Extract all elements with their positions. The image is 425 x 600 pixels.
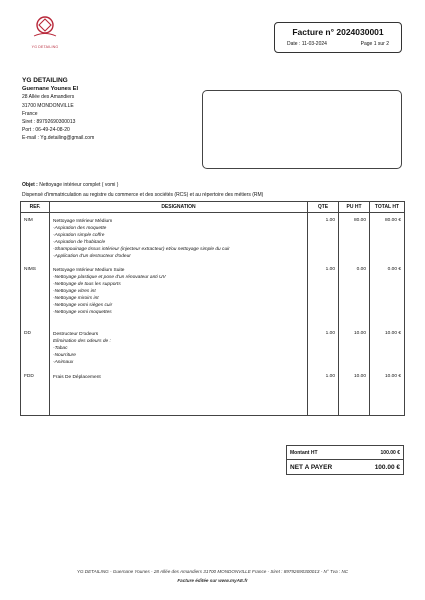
row-detail: -Shampouinage tissus intérieur (injecteur extracteur) et/ou nettoyage simple du cuir (53, 247, 230, 253)
row-ref: NIM (21, 213, 50, 262)
row-detail: -Nettoyage miroirs int (53, 295, 99, 301)
row-unit-price: 0.00 (339, 262, 370, 326)
invoice-number: Facture n° 2024030001 (292, 27, 384, 37)
total-ht-row (287, 446, 403, 459)
seller-owner: Guernane Younes El (22, 86, 79, 93)
seller-address-block (22, 77, 94, 143)
row-title: Nettoyage Intérieur Médium (53, 219, 113, 224)
table-header-row (21, 202, 405, 213)
row-qty: 1.00 (308, 326, 339, 369)
row-detail: -Nettoyage vitres int (53, 288, 96, 294)
net-to-pay-value: 100.00 € (374, 463, 400, 471)
row-total: 0.00 € (370, 262, 405, 326)
table-row (21, 369, 405, 416)
subject-text: Nettoyage intérieur complet ( vomi ) (39, 182, 119, 188)
table-row (21, 213, 405, 262)
col-header-ref: REF. (21, 202, 50, 213)
net-to-pay-label: NET A PAYER (290, 463, 333, 471)
row-total: 10.00 € (370, 369, 405, 416)
seller-email: E-mail : Yg.detailing@gmail.com (22, 135, 95, 142)
row-detail: -Aspiration simple coffre (53, 233, 105, 239)
row-unit-price: 80.00 (339, 213, 370, 262)
row-total: 10.00 € (370, 326, 405, 369)
table-row (21, 326, 405, 369)
row-ref: NIMS (21, 262, 50, 326)
row-designation (50, 369, 308, 416)
invoice-header-box (274, 22, 402, 53)
seller-street: 28 Allée des Amandiers (22, 94, 75, 101)
row-detail: -Animaux (53, 359, 74, 365)
seller-country: France (22, 110, 38, 117)
row-designation (50, 213, 308, 262)
row-ref: FDD (21, 369, 50, 416)
row-qty: 1.00 (308, 213, 339, 262)
row-title: Destructeur D'odeurs (53, 331, 99, 337)
total-ht-value: 100.00 € (380, 449, 400, 456)
row-designation (50, 262, 308, 326)
col-header-qty: QTE (308, 202, 339, 213)
net-to-pay-row (287, 459, 403, 474)
row-detail: -Nettoyage de tous les supports (53, 281, 121, 287)
row-unit-price: 10.00 (339, 369, 370, 416)
page-indicator: Page 1 sur 2 (360, 41, 389, 47)
logo-text: YG DETAILING (31, 45, 59, 49)
total-ht-label: Montant HT (290, 449, 318, 456)
row-total: 80.00 € (370, 213, 405, 262)
invoice-subject (22, 182, 118, 188)
row-detail: -Nettoyage plastique et pose d'un rénovateur anti UV (53, 274, 166, 280)
subject-label: Objet : (22, 182, 38, 188)
row-designation (50, 326, 308, 369)
row-detail: -Application d'un destructeur d'odeur (53, 254, 131, 260)
row-detail: -Nourriture (53, 352, 76, 358)
row-ref: DD (21, 326, 50, 369)
col-header-designation: DESIGNATION (50, 202, 308, 213)
footer-legal-line: YG DETAILING - Guernane Younes - 28 Allée des Amandiers 31700 MONDONVILLE France - Siret : 89792690300013 - N° Tva : NC (76, 569, 349, 574)
row-detail: -Aspiration de l'habitacle (53, 240, 106, 246)
seller-siret: Siret : 89792690300013 (22, 119, 76, 126)
row-unit-price: 10.00 (339, 326, 370, 369)
invoice-items-table (20, 201, 405, 416)
seller-phone: Port : 06-49-24-08-20 (22, 127, 70, 134)
row-detail: -Tabac (53, 345, 68, 351)
row-title: Nettoyage Intérieur Medium Suite (53, 267, 125, 273)
row-qty: 1.00 (308, 369, 339, 416)
row-title: Frais De Déplacement (53, 374, 101, 380)
client-address-box (202, 90, 402, 169)
row-qty: 1.00 (308, 262, 339, 326)
row-detail: -Nettoyage vomi moquettes (53, 310, 112, 316)
col-header-total: TOTAL HT (370, 202, 405, 213)
logo-emblem-icon (30, 14, 60, 40)
row-detail: Elimination des odeurs de : (53, 338, 111, 344)
footer-editor-line: Facture éditée sur www.myAE.fr (177, 578, 248, 583)
row-detail: -Nettoyage vomi sièges cuir (53, 302, 113, 308)
col-header-unit-price: PU HT (339, 202, 370, 213)
row-detail: -Aspiration des moquette (53, 226, 107, 232)
rcs-exemption-note: Dispensé d'immatriculation au registre du commerce et des sociétés (RCS) et au répertoire des métiers (RM) (22, 192, 264, 198)
table-row (21, 262, 405, 326)
invoice-date: Date : 11-03-2024 (287, 41, 327, 47)
seller-city: 31700 MONDONVILLE (22, 102, 74, 109)
totals-box (286, 445, 404, 475)
seller-name: YG DETAILING (22, 77, 68, 84)
company-logo (30, 14, 64, 49)
